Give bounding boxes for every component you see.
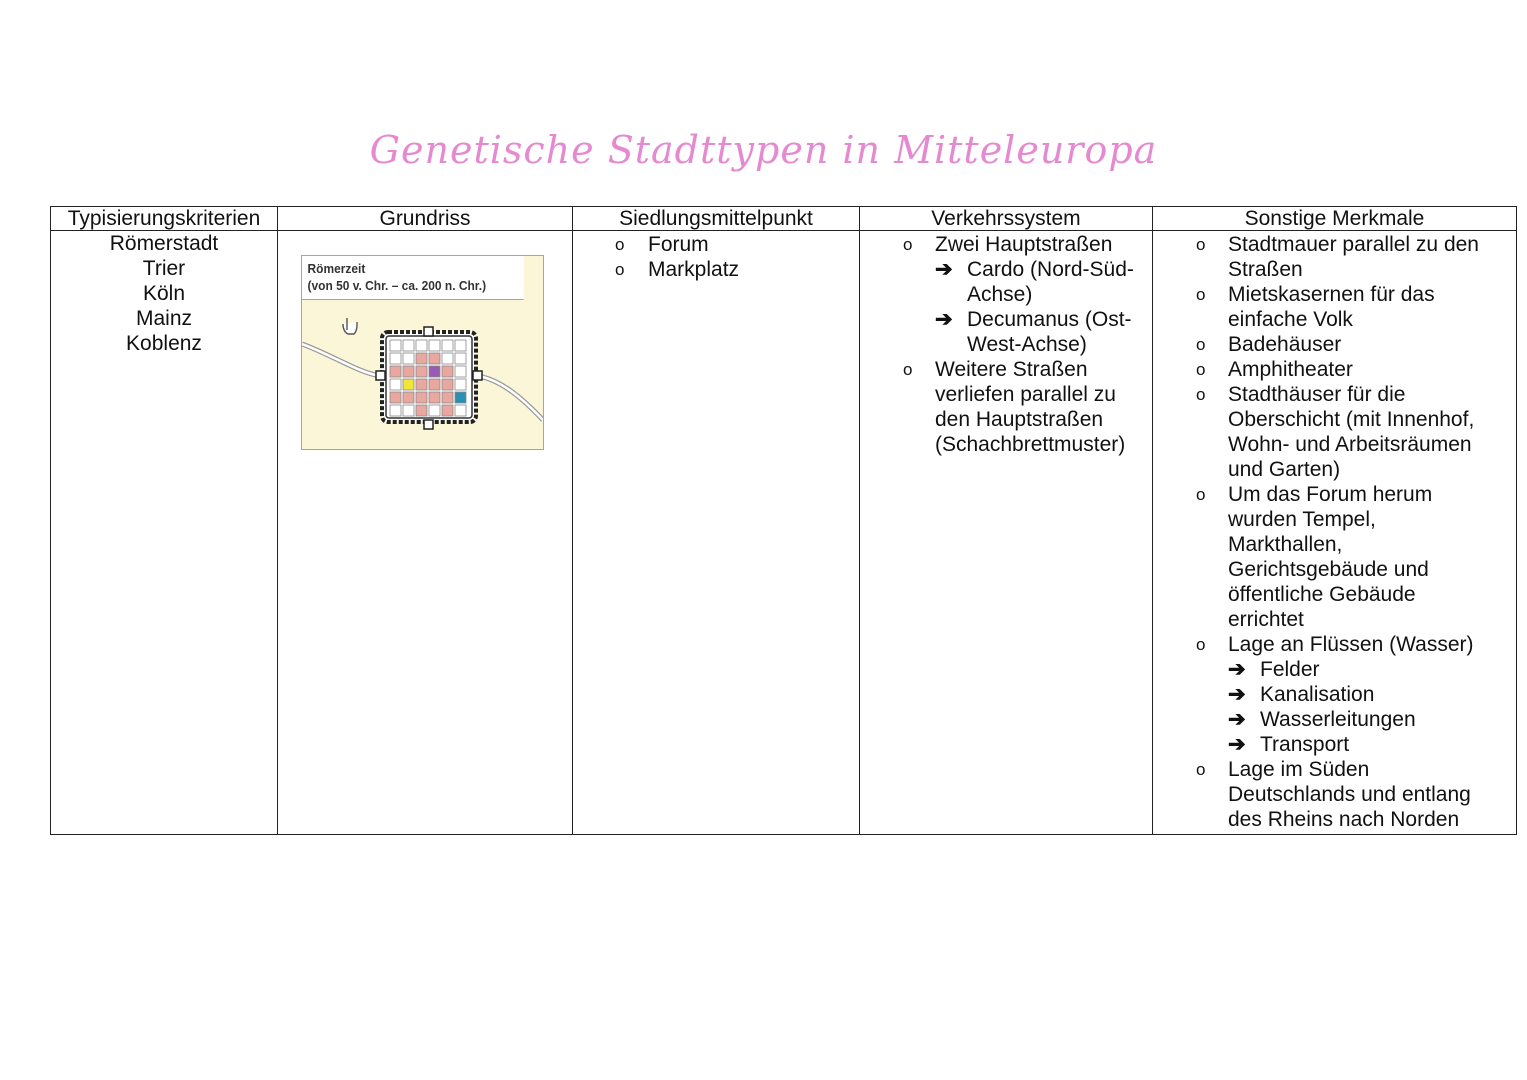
city-block [442, 392, 453, 403]
city-block [455, 353, 466, 364]
sub-item: ➔ Kanalisation [1228, 683, 1375, 706]
city-block [455, 340, 466, 351]
city-block [455, 392, 466, 403]
city-block [442, 366, 453, 377]
city-block [416, 340, 427, 351]
city-block [429, 392, 440, 403]
list-item: o Badehäuser [1196, 333, 1342, 356]
city-name: Koblenz [126, 332, 202, 355]
city-block [390, 340, 401, 351]
city-block [429, 340, 440, 351]
map-drawing [302, 300, 543, 448]
header-typisierung: Typisierungskriterien [51, 207, 278, 231]
city-block [403, 405, 414, 416]
map-caption: Römerzeit (von 50 v. Chr. – ca. 200 n. Chr.) [302, 256, 524, 300]
list-item: o Lage im Süden Deutschlands und entlang des Rheins nach Norden [1196, 758, 1471, 831]
other-cell [1153, 231, 1517, 835]
stadttypen-table [50, 206, 1517, 835]
city-block [416, 353, 427, 364]
city-type: Römerstadt [109, 232, 219, 255]
sub-item: ➔ Decumanus (Ost- West-Achse) [935, 308, 1132, 356]
list-item: o Stadthäuser für die Oberschicht (mit Innenhof, Wohn- und Arbeitsräumen und Garten) [1196, 383, 1475, 481]
city-block [390, 366, 401, 377]
header-siedlung: Siedlungsmittelpunkt [573, 207, 860, 231]
city-block [416, 392, 427, 403]
sub-item: ➔ Wasserleitungen [1228, 708, 1416, 731]
sub-item: ➔ Felder [1228, 658, 1320, 681]
city-block [442, 340, 453, 351]
roman-city-map [301, 255, 544, 450]
arrow-icon: ➔ [935, 258, 953, 281]
city-block [403, 366, 414, 377]
list-item: o Lage an Flüssen (Wasser) ➔ Felder ➔ Kanalisation ➔ Wasserleitungen ➔ Transport [1153, 632, 1516, 757]
page-title: Genetische Stadttypen in Mitteleuropa [369, 128, 1158, 172]
arrow-icon: ➔ [1228, 658, 1246, 681]
arrow-icon: ➔ [935, 308, 953, 331]
header-grundriss: Grundriss [278, 207, 573, 231]
list-item: o Amphitheater [1196, 358, 1353, 381]
table-row [51, 231, 1517, 835]
list-item: o Um das Forum herum wurden Tempel, Markthallen, Gerichtsgebäude und öffentliche Gebäude errichtet [1196, 483, 1433, 631]
city-block [429, 366, 440, 377]
city-name: Mainz [135, 307, 193, 330]
city-block [442, 379, 453, 390]
city-block [429, 405, 440, 416]
sub-item: ➔ Transport [1228, 733, 1350, 756]
header-row [51, 207, 1517, 231]
city-block [390, 392, 401, 403]
city-block [442, 353, 453, 364]
list-item: o Markplatz [615, 258, 740, 281]
hand-cursor-icon [343, 318, 357, 334]
arrow-icon: ➔ [1228, 708, 1246, 731]
arrow-icon: ➔ [1228, 733, 1246, 756]
city-name: Trier [142, 257, 186, 280]
traffic-cell [860, 231, 1153, 835]
city-block [403, 340, 414, 351]
city-block [390, 405, 401, 416]
sub-item: ➔ Cardo (Nord-Süd- Achse) [935, 258, 1134, 306]
list-item: o Mietskasernen für das einfache Volk [1196, 283, 1435, 331]
city-block [455, 405, 466, 416]
header-verkehr: Verkehrssystem [860, 207, 1153, 231]
city-cell [51, 231, 278, 835]
city-block [403, 353, 414, 364]
city-block [390, 353, 401, 364]
list-item: o Weitere Straßen verliefen parallel zu den Hauptstraßen (Schachbrettmuster) [903, 358, 1126, 456]
list-item: o Forum [615, 233, 709, 256]
center-cell [573, 231, 860, 835]
list-item: o Zwei Hauptstraßen ➔ Cardo (Nord-Süd- Achse) ➔ Decumanus (Ost- West-Achse) [860, 232, 1152, 357]
city-block [403, 379, 414, 390]
city-block [416, 366, 427, 377]
city-block [455, 379, 466, 390]
city-block [442, 405, 453, 416]
city-block [416, 405, 427, 416]
arrow-icon: ➔ [1228, 683, 1246, 706]
city-block [429, 353, 440, 364]
city-block [416, 379, 427, 390]
city-block [455, 366, 466, 377]
city-block [403, 392, 414, 403]
header-sonstige: Sonstige Merkmale [1153, 207, 1517, 231]
list-item: o Stadtmauer parallel zu den Straßen [1196, 233, 1479, 281]
city-name: Köln [142, 282, 186, 305]
city-block [429, 379, 440, 390]
city-block [390, 379, 401, 390]
